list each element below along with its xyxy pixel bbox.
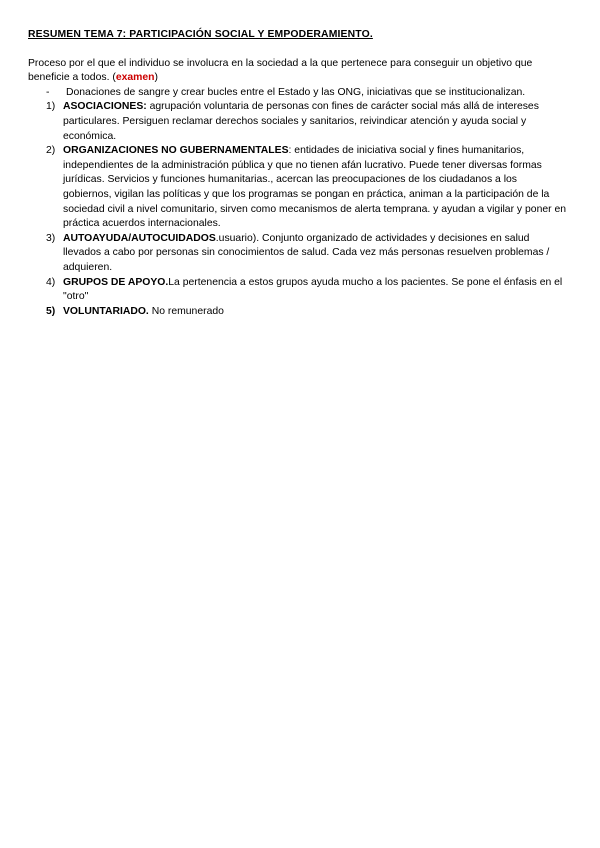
intro-paragraph: [28, 57, 573, 86]
document-title: RESUMEN TEMA 7: PARTICIPACIÓN SOCIAL Y EMPODERAMIENTO.: [28, 29, 373, 40]
item-text: .usuario). Conjunto organizado de actividades y decisiones en salud llevados a cabo por personas sin conocimientos de salud. Cada vez más personas resuelven problemas / adquieren.: [63, 232, 550, 273]
intro-text: Proceso por el que el individuo se involucra en la sociedad a la que pertenece para conseguir un objetivo que beneficie a todos. (: [28, 57, 533, 84]
item-term: AUTOAYUDA/AUTOCUIDADOS: [63, 232, 216, 244]
item-term: VOLUNTARIADO.: [63, 305, 149, 317]
list-item-asociaciones: [28, 100, 568, 144]
item-term: ORGANIZACIONES NO GUBERNAMENTALES: [63, 145, 289, 157]
list-item-voluntariado: [28, 305, 568, 320]
item-text: La pertenencia a estos grupos ayuda mucho a los pacientes. Se pone el énfasis en el "otro": [63, 276, 563, 303]
intro-close: ): [154, 72, 158, 84]
item-number: 1): [46, 101, 56, 113]
item-number: 2): [46, 145, 56, 157]
item-number: 3): [46, 232, 56, 244]
exam-highlight: examen: [115, 72, 155, 84]
item-text: No remunerado: [148, 305, 224, 317]
list-item-autoayuda: [28, 232, 568, 276]
list-item-grupos-apoyo: [28, 276, 568, 305]
list-item-ong: [28, 144, 568, 232]
item-term: GRUPOS DE APOYO.: [63, 276, 169, 288]
dash-list-item: [28, 86, 572, 101]
item-text: agrupación voluntaria de personas con fines de carácter social más allá de intereses particulares. Persiguen reclamar derechos sociales y sanitarios, reivindicar atención y ayuda social y económica.: [63, 101, 539, 142]
item-text: : entidades de iniciativa social y fines humanitarios, independientes de la administración pública y que no tienen afán lucrativo. Puede tener diversas formas jurídicas. Servicios y funciones humanitarias., acercan las preocupaciones de los ciudadanos a los gobiernos, vigilan las políticas y que los programas se pongan en práctica, animan a la participación de la sociedad civil a nivel comunitario, sirven como mecanismos de alerta temprana. y ayudan a vigilar y poner en práctica acuerdos internacionales.: [63, 145, 567, 230]
item-number: 5): [46, 305, 56, 317]
item-term: ASOCIACIONES:: [63, 101, 147, 113]
item-number: 4): [46, 276, 56, 288]
dash-marker: -: [46, 86, 50, 98]
numbered-list: [28, 100, 572, 319]
dash-item-text: Donaciones de sangre y crear bucles entre el Estado y las ONG, iniciativas que se institucionalizan.: [66, 86, 526, 98]
